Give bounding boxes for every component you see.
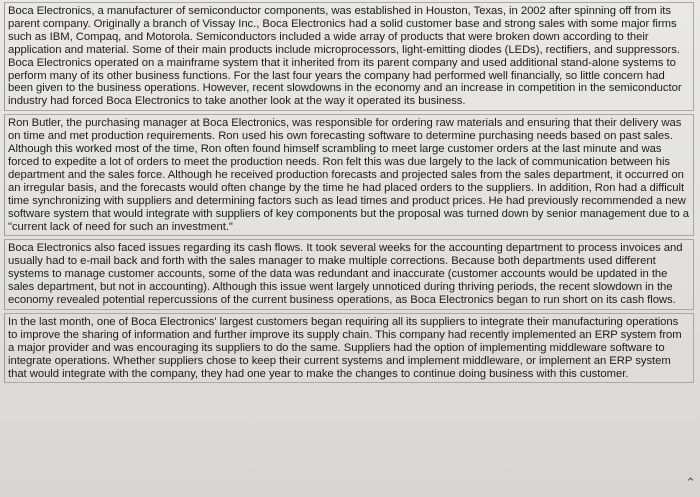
- chevron-up-icon[interactable]: ⌃: [685, 476, 696, 491]
- paragraph-purchasing-manager: [4, 114, 694, 236]
- paragraph-text: Ron Butler, the purchasing manager at Boca Electronics, was responsible for ordering raw materials and ensuring that their delivery was on time and met production requirements. Ron used his own forecasting software to determine purchasing needs based on past sales. Although this worked most of the time, Ron often found himself scrambling to meet large customer orders at the last minute and was forced to expedite a lot of orders to meet the production needs. Ron felt this was due largely to the lack of communication between his department and the sales force. Although he received production forecasts and projected sales from the sales department, it occurred on an irregular basis, and the forecasts would often change by the time he had placed orders to the suppliers. In addition, Ron had a difficult time synchronizing with suppliers and determining factors such as lead times and product prices. He had previously recommended a new software system that would integrate with suppliers of key components but the proposal was turned down by senior management due to a "current lack of need for such an investment.": [8, 117, 690, 233]
- paragraph-text: In the last month, one of Boca Electronics' largest customers began requiring all its suppliers to integrate their manufacturing operations to improve the sharing of information and further improve its supply chain. This company had recently implemented an ERP system from a major provider and was encouraging its suppliers to do the same. Suppliers had the option of implementing middleware software to integrate operations. Whether suppliers chose to keep their current systems and implement middleware, or implement an ERP system that would integrate with the company, they had one year to make the changes to continue doing business with this customer.: [8, 315, 682, 380]
- case-study-text: [4, 2, 694, 386]
- paragraph-customer-requirements: [4, 313, 694, 384]
- paragraph-text: Boca Electronics also faced issues regarding its cash flows. It took several weeks for the accounting department to process invoices and usually had to e-mail back and forth with the sales manager to make multiple corrections. Because both departments used different systems to manage customer accounts, some of the data was redundant and inaccurate (customer accounts would be updated in the sales department, but not in accounting). Although this issue went largely unnoticed during thriving periods, the recent slowdown in the economy revealed potential repercussions of the current business operations, as Boca Electronics began to run short on its cash flows.: [8, 242, 683, 307]
- paragraph-cash-flows: [4, 239, 694, 310]
- paragraph-company-background: [4, 2, 694, 111]
- paragraph-text: Boca Electronics, a manufacturer of semiconductor components, was established in Houston, Texas, in 2002 after spinning off from its parent company. Originally a branch of Vissay Inc., Boca Electronics had a solid customer base and strong sales with some major firms such as IBM, Compaq, and Motorola. Semiconductors included a wide array of products that were broken down according to their application and material. Some of their main products include microprocessors, light-emitting diodes (LEDs), rectifiers, and suppressors. Boca Electronics operated on a mainframe system that it inherited from its parent company and used additional stand-alone systems to perform many of its other business functions. For the last four years the company had performed well financially, so little concern had been given to the business operations. However, recent slowdowns in the economy and an increase in competition in the semiconductor industry had forced Boca Electronics to take another look at the way it operated its business.: [8, 5, 682, 108]
